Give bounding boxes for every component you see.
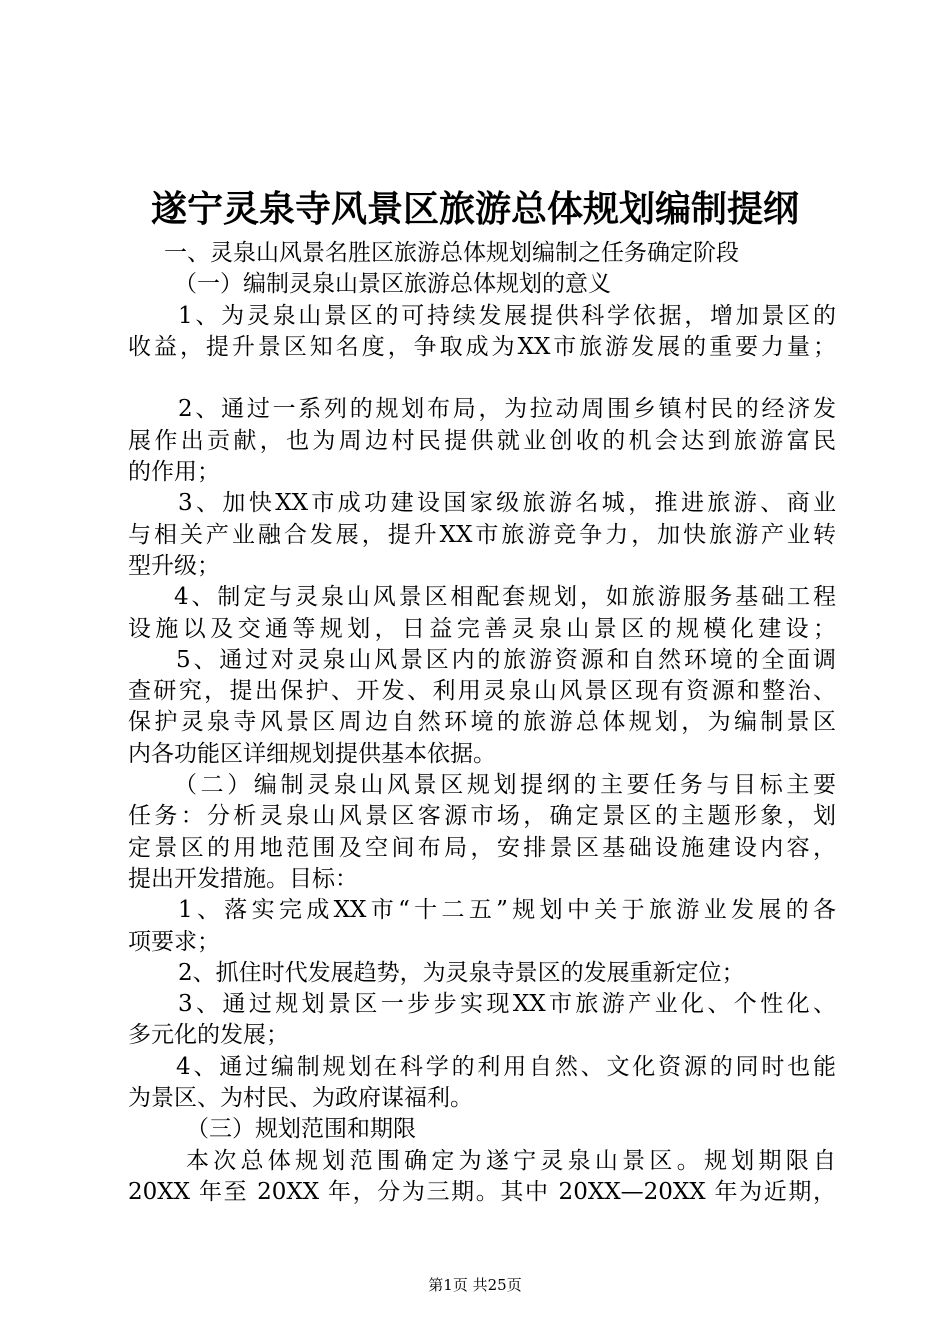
paragraph-line: 为景区、为村民、为政府谋福利。 bbox=[128, 1085, 473, 1112]
paragraph-line: 5、通过对灵泉山风景区内的旅游资源和自然环境的全面调 bbox=[176, 646, 836, 673]
heading-subsection-3: （三）规划范围和期限 bbox=[186, 1116, 416, 1143]
paragraph-line: 20XX 年至 20XX 年，分为三期。其中 20XX—20XX 年为近期， bbox=[128, 1178, 836, 1205]
paragraph-line: 与相关产业融合发展，提升XX市旅游竞争力，加快旅游产业转 bbox=[128, 521, 836, 548]
paragraph-line: 2、抓住时代发展趋势，为灵泉寺景区的发展重新定位； bbox=[178, 959, 745, 986]
paragraph-line: 3、加快XX市成功建设国家级旅游名城，推进旅游、商业 bbox=[178, 490, 836, 517]
paragraph-line: 的作用； bbox=[128, 459, 220, 486]
paragraph-line: 收益，提升景区知名度，争取成为XX市旅游发展的重要力量； bbox=[128, 333, 836, 360]
heading-subsection-2: （二）编制灵泉山风景区规划提纲的主要任务与目标主要 bbox=[174, 772, 836, 799]
paragraph-line: 任务：分析灵泉山风景区客源市场，确定景区的主题形象，划 bbox=[128, 803, 836, 830]
paragraph-line: 保护灵泉寺风景区周边自然环境的旅游总体规划，为编制景区 bbox=[128, 709, 836, 736]
paragraph-line: 内各功能区详细规划提供基本依据。 bbox=[128, 740, 496, 767]
paragraph-line: 项要求； bbox=[128, 928, 220, 955]
paragraph-line: 1、为灵泉山景区的可持续发展提供科学依据，增加景区的 bbox=[178, 302, 836, 329]
paragraph-line: 4、通过编制规划在科学的利用自然、文化资源的同时也能 bbox=[176, 1053, 836, 1080]
paragraph-line: 定景区的用地范围及空间布局，安排景区基础设施建设内容， bbox=[128, 834, 836, 861]
paragraph-line: 提出开发措施。目标： bbox=[128, 865, 358, 892]
blank-line bbox=[128, 363, 836, 394]
paragraph-line: 1、落实完成XX市“十二五”规划中关于旅游业发展的各 bbox=[178, 897, 836, 924]
paragraph-line: 设施以及交通等规划，日益完善灵泉山景区的规模化建设； bbox=[128, 615, 836, 642]
paragraph-line: 多元化的发展； bbox=[128, 1022, 289, 1049]
heading-section-1: 一、灵泉山风景名胜区旅游总体规划编制之任务确定阶段 bbox=[164, 240, 739, 266]
document-body bbox=[128, 238, 836, 1208]
paragraph-line: 查研究，提出保护、开发、利用灵泉山风景区现有资源和整治、 bbox=[128, 678, 836, 705]
paragraph-line: 展作出贡献，也为周边村民提供就业创收的机会达到旅游富民 bbox=[128, 427, 836, 454]
paragraph-line: 3、通过规划景区一步步实现XX市旅游产业化、个性化、 bbox=[178, 991, 836, 1018]
page-footer: 第1页 共25页 bbox=[428, 1276, 522, 1294]
paragraph-line: 2、通过一系列的规划布局，为拉动周围乡镇村民的经济发 bbox=[178, 396, 836, 423]
page-title: 遂宁灵泉寺风景区旅游总体规划编制提纲 bbox=[150, 189, 799, 230]
paragraph-line: 型升级； bbox=[128, 552, 220, 579]
heading-subsection-1: （一）编制灵泉山景区旅游总体规划的意义 bbox=[174, 271, 611, 298]
paragraph-line: 4、制定与灵泉山风景区相配套规划，如旅游服务基础工程 bbox=[174, 584, 836, 611]
paragraph-line: 本次总体规划范围确定为遂宁灵泉山景区。规划期限自 bbox=[186, 1147, 836, 1174]
